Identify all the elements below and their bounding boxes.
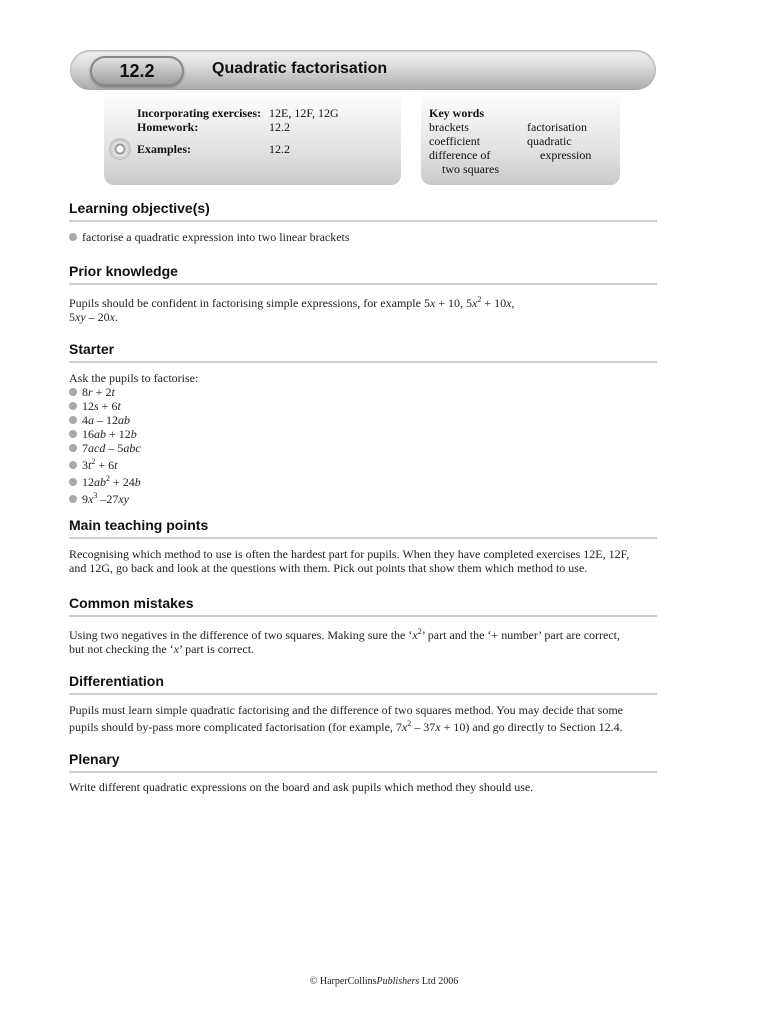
prior-knowledge-text: Pupils should be confident in factorising simple expressions, for example 5x + 10, $5x^2 + 10x$, 5xy – 20x.	[69, 295, 515, 324]
key-words-heading: Key words	[429, 106, 484, 120]
list-item: $12ab^2 + 24b$	[69, 472, 669, 489]
prior-knowledge-heading: Prior knowledge	[69, 263, 657, 285]
starter-heading: Starter	[69, 341, 657, 363]
common-mistakes-text: Using two negatives in the difference of two squares. Making sure the ‘$x^2$’ part and the ‘+ number’ part are correct, but not checking the ‘x’ part is correct.	[69, 627, 621, 656]
starter-list	[69, 371, 669, 506]
section-number: 12.2	[90, 56, 184, 86]
differentiation-text: Pupils must learn simple quadratic factorising and the difference of two squares method. You may decide that some pupils should by-pass more complicated factorisation (for example, $7x^2 - 37x + 10$) and go directly to Section 12.4.	[69, 703, 623, 734]
learning-objective-text: factorise a quadratic expression into two linear brackets	[82, 230, 350, 244]
homework-label: Homework:	[137, 120, 199, 134]
keyword: expression	[540, 148, 592, 162]
list-item: $3t^2 + 6t$	[69, 455, 669, 472]
incorporating-label: Incorporating exercises:	[137, 106, 262, 120]
section-title: Quadratic factorisation	[212, 60, 388, 77]
common-mistakes-heading: Common mistakes	[69, 595, 657, 617]
keyword: brackets	[429, 120, 469, 134]
list-item: 7acd – 5abc	[69, 441, 669, 455]
list-item: 16ab + 12b	[69, 427, 669, 441]
keyword: quadratic	[527, 134, 572, 148]
learning-objective-heading: Learning objective(s)	[69, 200, 657, 222]
plenary-text: Write different quadratic expressions on the board and ask pupils which method they should use.	[69, 780, 534, 794]
examples-value: 12.2	[269, 142, 290, 156]
differentiation-heading: Differentiation	[69, 673, 657, 695]
starter-intro: Ask the pupils to factorise:	[69, 371, 199, 385]
list-item: 8r + 2t	[69, 385, 669, 399]
incorporating-value: 12E, 12F, 12G	[269, 106, 339, 120]
keyword: factorisation	[527, 120, 587, 134]
keyword: two squares	[442, 162, 499, 176]
main-teaching-points-heading: Main teaching points	[69, 517, 657, 539]
keyword: coefficient	[429, 134, 481, 148]
main-teaching-points-text: Recognising which method to use is often the hardest part for pupils. When they have completed exercises 12E, 12F, and 12G, go back and look at the questions with them. Pick out points that show them which method to use.	[69, 547, 630, 575]
list-item: $9x^3$ –27xy	[69, 489, 669, 506]
list-item: 4a – 12ab	[69, 413, 669, 427]
bullet-icon	[69, 233, 77, 241]
list-item: 12s + 6t	[69, 399, 669, 413]
homework-value: 12.2	[269, 120, 290, 134]
cd-disc-icon	[109, 138, 131, 160]
examples-label: Examples:	[137, 142, 191, 156]
keyword: difference of	[429, 148, 491, 162]
learning-objective-item	[69, 230, 669, 244]
plenary-heading: Plenary	[69, 751, 657, 773]
copyright-footer: © HarperCollinsPublishers Ltd 2006	[309, 976, 459, 987]
